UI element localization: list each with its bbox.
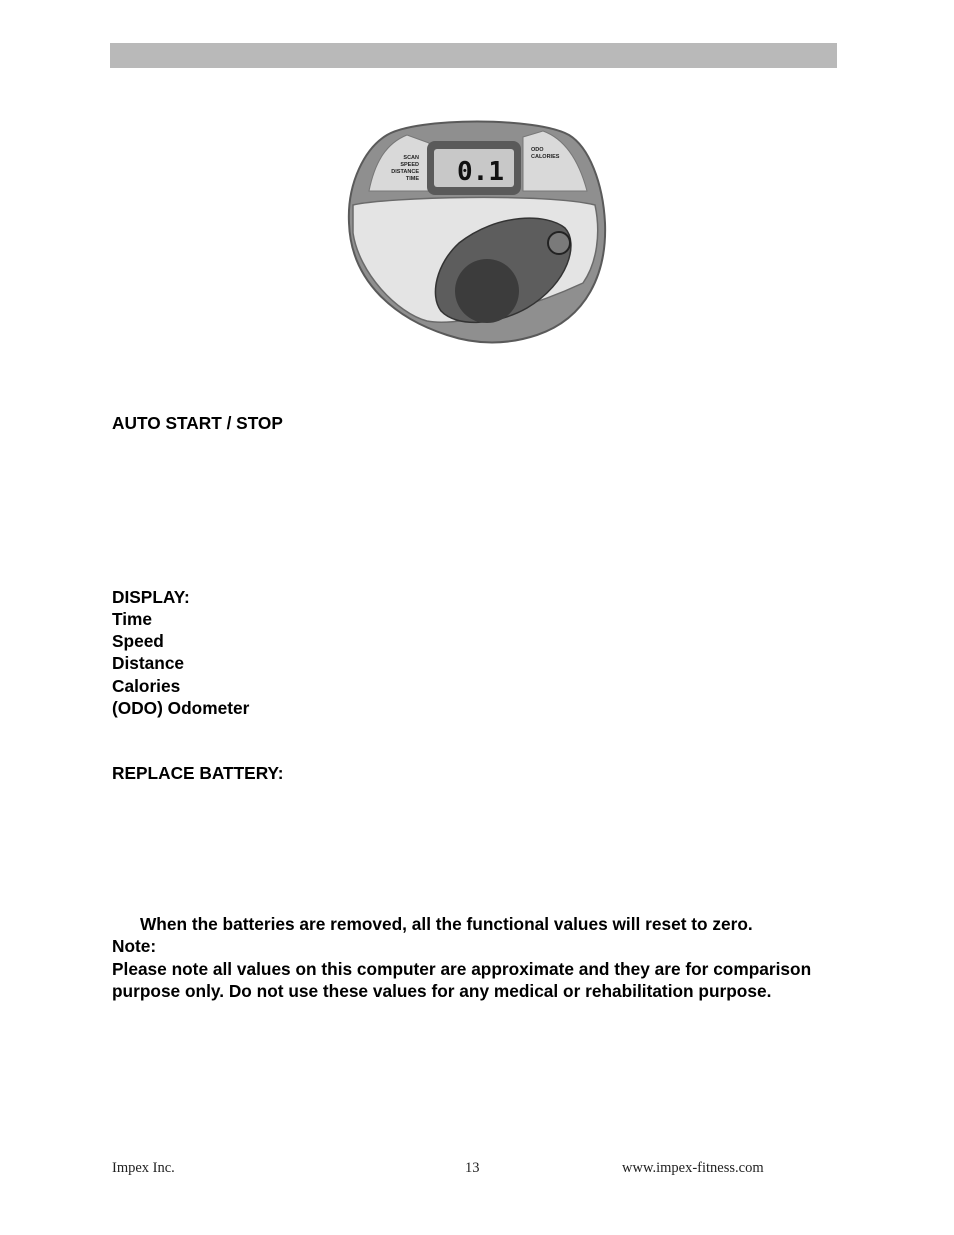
label-scan: SCAN — [403, 155, 419, 161]
list-item: Distance — [112, 653, 185, 674]
list-item: Speed — [112, 631, 164, 652]
note-block — [112, 913, 832, 1002]
list-item: Calories — [112, 675, 181, 696]
list-item: (ODO) Odometer — [112, 697, 250, 718]
note-label: Note: — [112, 936, 157, 957]
label-odo: ODO — [531, 147, 544, 153]
display-list — [112, 608, 249, 719]
small-button — [548, 232, 570, 254]
auto-start-stop-heading: AUTO START / STOP — [112, 413, 283, 433]
label-distance: DISTANCE — [391, 169, 419, 175]
round-knob — [455, 259, 519, 323]
label-time: TIME — [405, 176, 419, 182]
footer-website: www.impex-fitness.com — [622, 1160, 764, 1176]
replace-battery-heading: REPLACE BATTERY: — [112, 763, 284, 783]
list-item: Time — [112, 609, 153, 629]
footer-company: Impex Inc. — [112, 1160, 175, 1176]
header-bar — [110, 43, 837, 68]
reset-text: When the batteries are removed, all the functional values will reset to zero. — [140, 914, 753, 934]
label-calories: CALORIES — [531, 154, 560, 160]
display-heading: DISPLAY: — [112, 587, 190, 607]
footer-page-number: 13 — [465, 1160, 480, 1176]
note-body: Please note all values on this computer are approximate and they are for comparison purpose only. Do not use these values for any medical or rehabilitation purpose. — [112, 958, 812, 1001]
label-speed: SPEED — [400, 162, 419, 168]
lcd-value: 0.1 — [457, 157, 504, 187]
console-illustration — [347, 113, 607, 345]
